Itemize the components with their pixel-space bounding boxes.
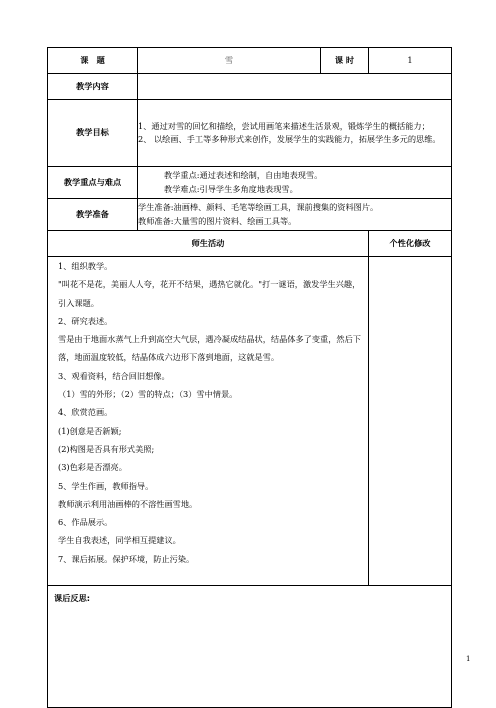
personalization-body [369, 257, 452, 586]
hours-label: 课 时 [321, 48, 369, 74]
hours-value: 1 [369, 48, 452, 74]
activity-line: (3)色彩是否漂亮。 [58, 462, 127, 473]
activities-row [48, 257, 452, 586]
activity-line: 7、课后拓展。保护环境，防止污染。 [58, 553, 195, 564]
activity-line: 4、欣赏范画。 [58, 407, 113, 418]
content-value [138, 74, 452, 100]
keypoints-text [138, 167, 452, 199]
keypoints-row [48, 167, 452, 199]
reflection-label: 课后反思: [54, 593, 91, 603]
activities-label: 师生活动 [48, 231, 369, 257]
activity-line: 2、研究表述。 [58, 315, 113, 326]
goals-row [48, 100, 452, 167]
content-label: 教学内容 [48, 74, 138, 100]
activity-line: 雪是由于地面水蒸气上升到高空大气层，遇冷凝成结晶状，结晶体多了变重，然后下落，地面温度较低，结晶体成六边形下落到地面，这就是雪。 [58, 334, 361, 363]
topic-value: 雪 [138, 48, 321, 74]
activity-line: 教师演示利用油画棒的不溶性画雪地。 [58, 498, 198, 509]
activities-body [48, 257, 369, 586]
activity-line: 5、学生作画，教师指导。 [58, 480, 154, 491]
goals-text [138, 100, 452, 167]
keypoints-line-1: 教学重点:通过表述和绘制，自由地表现雪。 [164, 170, 323, 180]
content-row [48, 74, 452, 100]
activity-line: "叫花不是花，美丽人人夸，花开不结果，遇热它就化。"打一谜语，激发学生兴趣，引入课题。 [58, 279, 361, 308]
goals-line-2: 2、 以绘画、手工等多种形式来创作，发展学生的实践能力，拓展学生多元的思维。 [138, 134, 441, 144]
prep-label: 教学准备 [48, 199, 138, 231]
activities-header-row [48, 231, 452, 257]
topic-row [48, 48, 452, 74]
goals-line-1: 1、通过对雪的回忆和描绘，尝试用画笔来描述生活景观，锻炼学生的概括能力； [138, 120, 430, 131]
prep-line-2: 教师准备:大量雪的图片资料、绘画工具等。 [138, 215, 297, 226]
activity-line: 6、作品展示。 [58, 517, 113, 528]
keypoints-label: 教学重点与难点 [48, 167, 138, 199]
reflection-cell [48, 586, 452, 708]
prep-row [48, 199, 452, 231]
prep-text [138, 199, 452, 231]
prep-line-1: 学生准备:油画棒、颜料、毛笔等绘画工具，课前搜集的资料图片。 [138, 202, 379, 212]
reflection-row [48, 586, 452, 708]
activity-line: 3、观看资料，结合回旧想像。 [58, 370, 170, 381]
page-number: 1 [466, 655, 471, 663]
activity-line: 学生自我表述，同学相互提建议。 [58, 535, 181, 546]
activity-line: 1、组织教学。 [58, 261, 113, 271]
topic-label: 课 题 [48, 48, 138, 74]
personalization-label: 个性化修改 [369, 231, 452, 257]
goals-label: 教学目标 [48, 100, 138, 167]
activity-line: (1)创意是否新颖; [58, 425, 122, 436]
activities-lines [48, 257, 368, 568]
activity-line: (2)构图是否具有形式美照; [58, 443, 155, 454]
keypoints-line-2: 教学难点:引导学生多角度地表现雪。 [164, 183, 298, 194]
activity-line: （1）雪的外形；（2）雪的特点；（3）雪中情景。 [58, 389, 238, 400]
lesson-plan-table [47, 47, 452, 708]
